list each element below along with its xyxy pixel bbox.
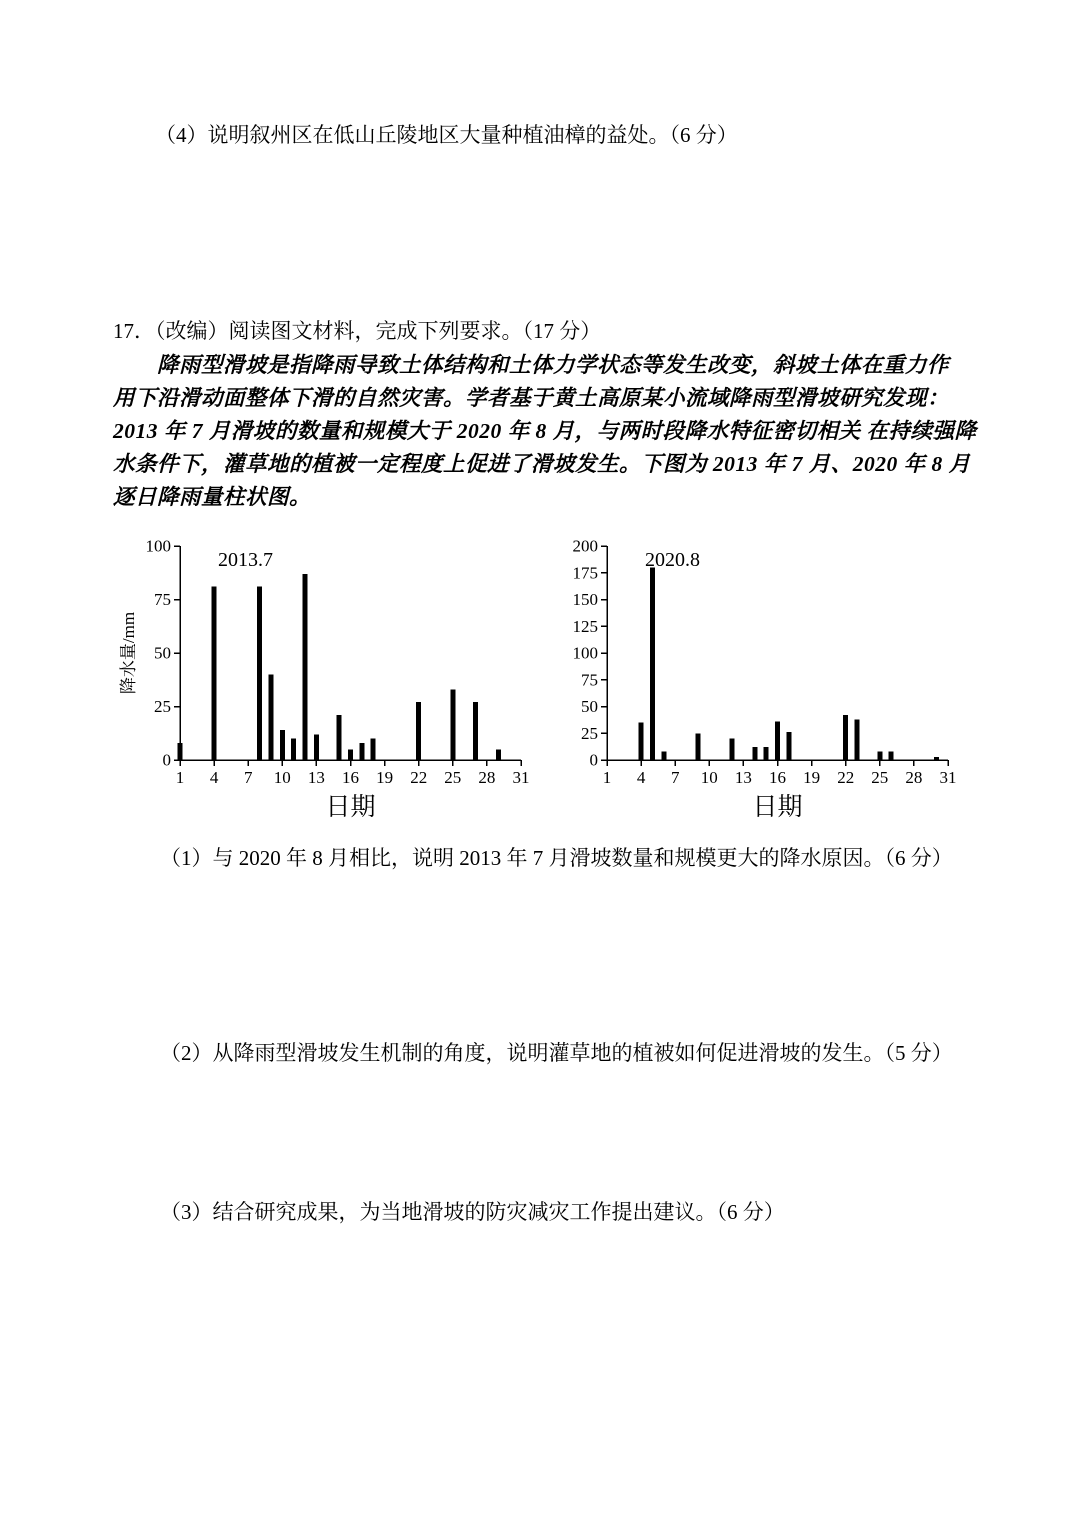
question-2-text: （2）从降雨型滑坡发生机制的角度，说明灌草地的植被如何促进滑坡的发生。（5 分） xyxy=(160,1041,953,1065)
svg-text:25: 25 xyxy=(581,723,598,743)
question-4-text: （4）说明叙州区在低山丘陵地区大量种植油樟的益处。（6 分） xyxy=(155,123,738,147)
svg-text:1: 1 xyxy=(602,768,612,787)
svg-text:175: 175 xyxy=(572,563,598,583)
svg-text:31: 31 xyxy=(939,768,957,787)
question-1-text: （1）与 2020 年 8 月相比，说明 2013 年 7 月滑坡数量和规模更大的降水原因。（6 分） xyxy=(160,846,953,870)
svg-text:日期: 日期 xyxy=(752,794,803,821)
svg-text:100: 100 xyxy=(572,643,598,663)
svg-text:25: 25 xyxy=(154,697,171,716)
svg-text:日期: 日期 xyxy=(325,794,376,821)
svg-text:22: 22 xyxy=(410,768,428,787)
svg-text:50: 50 xyxy=(154,643,171,663)
svg-text:25: 25 xyxy=(871,768,889,787)
svg-text:125: 125 xyxy=(572,616,598,636)
svg-text:2013.7: 2013.7 xyxy=(218,549,273,571)
passage-line: 水条件下，灌草地的植被一定程度上促进了滑坡发生。下图为 2013 年 7 月、2020 年 8 月 xyxy=(113,452,971,476)
question-17-header: 17．（改编）阅读图文材料，完成下列要求。（17 分） xyxy=(113,319,602,343)
svg-text:1: 1 xyxy=(175,768,185,787)
svg-text:28: 28 xyxy=(478,768,496,787)
svg-text:10: 10 xyxy=(273,768,291,787)
question-17-passage xyxy=(113,349,977,514)
rainfall-chart-2013-07 xyxy=(118,532,533,827)
svg-text:150: 150 xyxy=(572,590,598,609)
svg-text:22: 22 xyxy=(837,768,855,787)
svg-text:75: 75 xyxy=(581,670,598,690)
svg-text:降水量/mm: 降水量/mm xyxy=(119,611,138,695)
svg-text:31: 31 xyxy=(512,768,530,787)
svg-text:13: 13 xyxy=(734,768,752,787)
rainfall-chart-2020-08 xyxy=(545,532,960,827)
svg-text:2020.8: 2020.8 xyxy=(645,549,700,571)
question-3-text: （3）结合研究成果，为当地滑坡的防灾减灾工作提出建议。（6 分） xyxy=(160,1200,785,1224)
rainfall-chart-2013-07-svg xyxy=(118,532,533,822)
svg-text:100: 100 xyxy=(145,536,171,556)
passage-line: 用下沿滑动面整体下滑的自然灾害。学者基于黄土高原某小流域降雨型滑坡研究发现： xyxy=(113,386,950,410)
svg-text:7: 7 xyxy=(670,768,680,787)
svg-text:0: 0 xyxy=(589,750,598,770)
svg-text:13: 13 xyxy=(307,768,325,787)
svg-text:19: 19 xyxy=(376,768,394,787)
svg-text:28: 28 xyxy=(905,768,923,787)
svg-text:10: 10 xyxy=(700,768,718,787)
svg-text:200: 200 xyxy=(572,536,598,556)
svg-text:25: 25 xyxy=(444,768,462,787)
svg-text:16: 16 xyxy=(342,768,359,787)
svg-text:16: 16 xyxy=(769,768,786,787)
passage-line: 降雨型滑坡是指降雨导致土体结构和土体力学状态等发生改变，斜坡土体在重力作 xyxy=(157,353,950,377)
rainfall-chart-2020-08-svg xyxy=(545,532,960,822)
rainfall-charts xyxy=(118,532,960,827)
svg-text:19: 19 xyxy=(803,768,821,787)
svg-text:4: 4 xyxy=(209,768,219,787)
passage-line: 逐日降雨量柱状图。 xyxy=(113,485,312,509)
svg-text:4: 4 xyxy=(636,768,646,787)
svg-text:75: 75 xyxy=(154,590,171,609)
svg-text:50: 50 xyxy=(581,697,598,716)
passage-line: 2013 年 7 月滑坡的数量和规模大于 2020 年 8 月，与两时段降水特征密切相关 在持续强降 xyxy=(113,419,977,443)
svg-text:7: 7 xyxy=(243,768,253,787)
svg-text:0: 0 xyxy=(162,750,171,770)
